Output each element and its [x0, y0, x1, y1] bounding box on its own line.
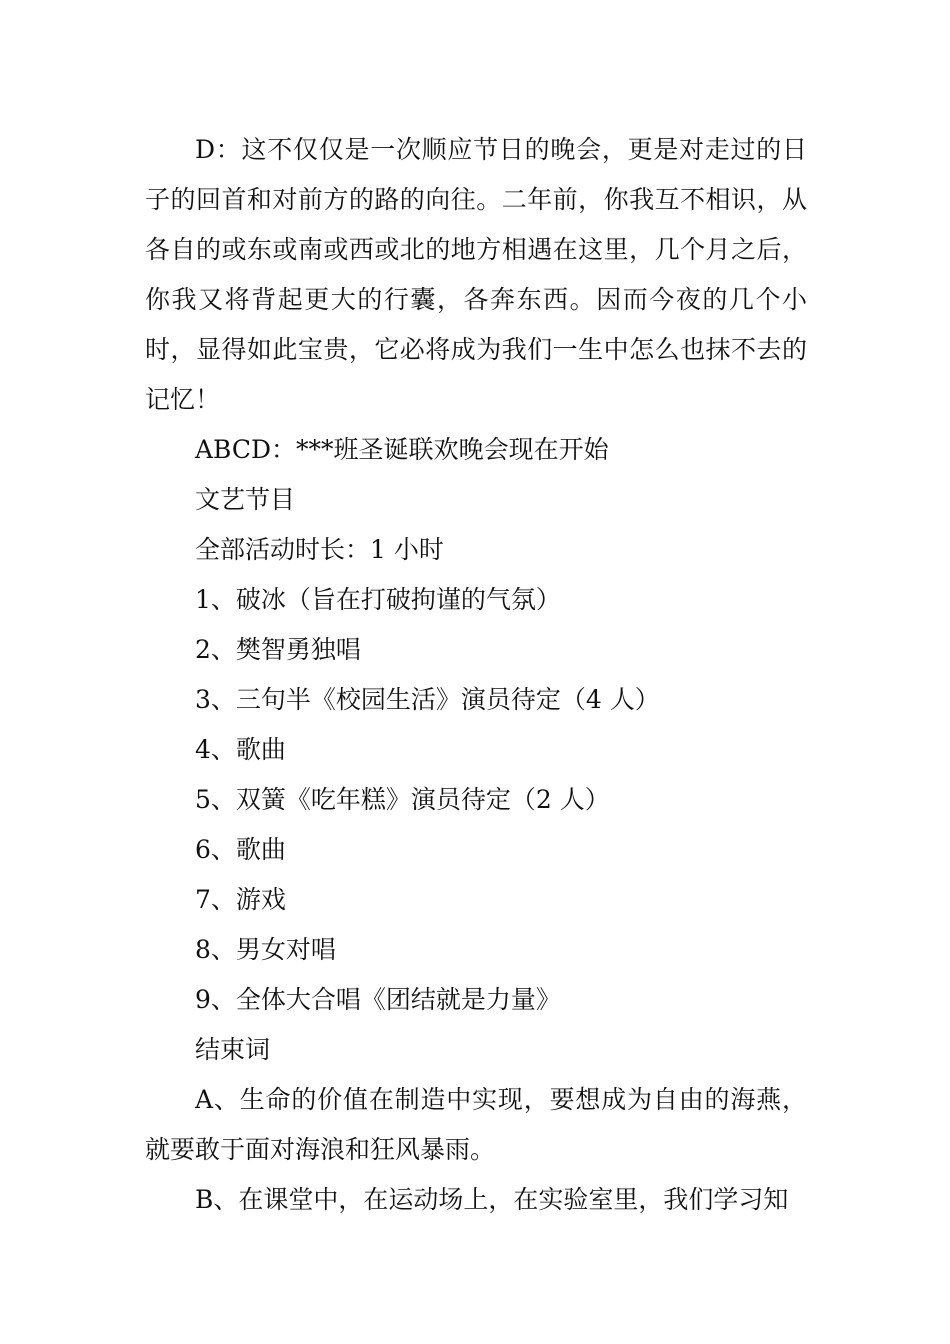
program-item: 7、游戏 — [195, 885, 286, 914]
paragraph-closing-b: B、在课堂中，在运动场上，在实验室里，我们学习知 — [195, 1185, 789, 1214]
program-item: 3、三句半《校园生活》演员待定（4 人） — [195, 685, 660, 714]
program-item: 9、全体大合唱《团结就是力量》 — [195, 985, 561, 1014]
section-heading-program: 文艺节目 — [195, 485, 296, 514]
paragraph-duration: 全部活动时长：1 小时 — [195, 535, 444, 564]
program-item: 4、歌曲 — [195, 735, 286, 764]
program-item: 6、歌曲 — [195, 835, 286, 864]
program-item: 2、樊智勇独唱 — [195, 635, 361, 664]
paragraph-closing-a: A、生命的价值在制造中实现，要想成为自由的海燕，就要敢于面对海浪和狂风暴雨。 — [145, 1085, 807, 1164]
paragraph-opening-d: D：这不仅仅是一次顺应节日的晚会，更是对走过的日子的回首和对前方的路的向往。二年前，你我互不相识，从各自的或东或南或西或北的地方相遇在这里，几个月之后，你我又将背起更大的行囊，各奔东西。因而今夜的几个小时，显得如此宝贵，它必将成为我们一生中怎么也抹不去的记忆！ — [145, 135, 807, 414]
program-item: 1、破冰（旨在打破拘谨的气氛） — [195, 585, 561, 614]
section-heading-closing: 结束词 — [195, 1035, 271, 1064]
program-item: 5、双簧《吃年糕》演员待定（2 人） — [195, 785, 610, 814]
program-item: 8、男女对唱 — [195, 935, 336, 964]
paragraph-opening-abcd: ABCD：***班圣诞联欢晚会现在开始 — [195, 435, 609, 464]
document-body — [145, 125, 807, 1225]
